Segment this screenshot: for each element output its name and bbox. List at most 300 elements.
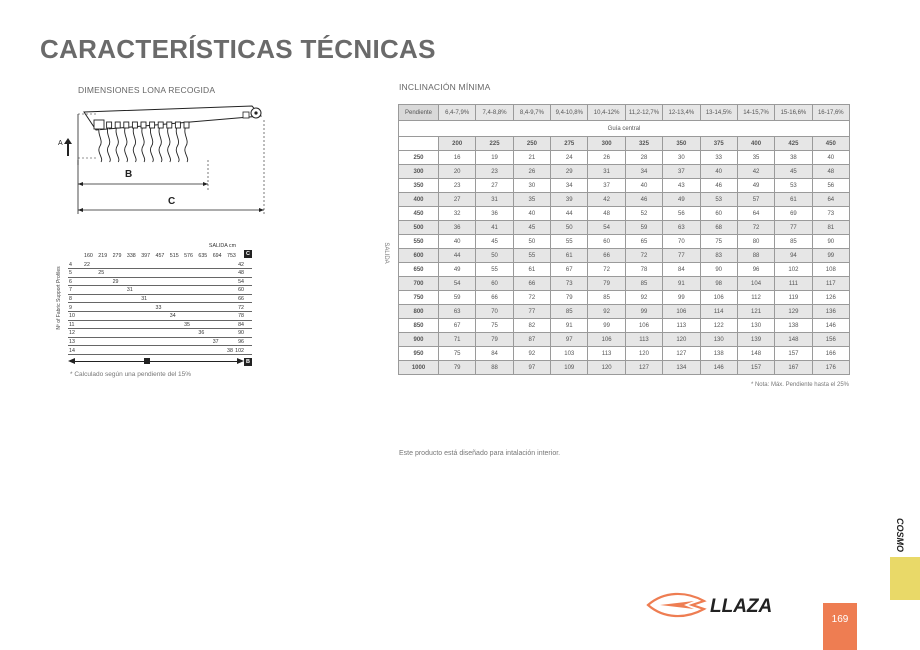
profile-a-value: 31 bbox=[141, 295, 148, 302]
profile-col-header: 160 bbox=[84, 253, 93, 259]
salida-row bbox=[399, 221, 850, 235]
inclination-cell: 65 bbox=[625, 235, 662, 249]
badge-b: B bbox=[244, 358, 252, 366]
inclination-cell: 50 bbox=[513, 235, 550, 249]
inclination-cell: 77 bbox=[775, 221, 812, 235]
inclination-cell: 36 bbox=[476, 207, 513, 221]
inclination-cell: 57 bbox=[737, 193, 774, 207]
pendiente-value: 10,4-12% bbox=[588, 105, 625, 121]
profile-bracket bbox=[158, 122, 163, 128]
inclination-cell: 45 bbox=[513, 221, 550, 235]
salida-value: 650 bbox=[399, 263, 439, 277]
profile-table bbox=[68, 243, 252, 369]
inclination-cell: 119 bbox=[775, 291, 812, 305]
inclination-cell: 79 bbox=[588, 277, 625, 291]
profile-b-value: 78 bbox=[238, 313, 244, 320]
inclination-cell: 30 bbox=[513, 179, 550, 193]
profile-bracket bbox=[107, 122, 112, 128]
inclination-cell: 61 bbox=[775, 193, 812, 207]
inclination-cell: 16 bbox=[439, 151, 476, 165]
inclination-cell: 60 bbox=[700, 207, 737, 221]
logo-text: LLAZA bbox=[710, 596, 773, 617]
inclination-cell: 73 bbox=[812, 207, 849, 221]
inclination-cell: 88 bbox=[737, 249, 774, 263]
fabric-fold bbox=[99, 126, 102, 162]
salida-row bbox=[399, 277, 850, 291]
inclination-cell: 92 bbox=[588, 305, 625, 319]
profile-a-value: 37 bbox=[212, 338, 219, 345]
linea-column-header: 425 bbox=[775, 137, 812, 151]
profile-b-value: 84 bbox=[238, 321, 244, 328]
inclination-cell: 55 bbox=[513, 249, 550, 263]
fabric-folds bbox=[94, 120, 189, 162]
linea-column-header: 350 bbox=[663, 137, 700, 151]
inclination-cell: 138 bbox=[775, 319, 812, 333]
inclination-cell: 109 bbox=[551, 361, 588, 375]
inclination-cell: 70 bbox=[476, 305, 513, 319]
inclination-cell: 94 bbox=[775, 249, 812, 263]
inclination-cell: 67 bbox=[439, 319, 476, 333]
profile-count: 12 bbox=[69, 330, 75, 337]
linea-column-header: 375 bbox=[700, 137, 737, 151]
inclination-cell: 99 bbox=[588, 319, 625, 333]
inclination-cell: 66 bbox=[513, 277, 550, 291]
profiles-axis-label: Nº of Fabric Support Profiles bbox=[55, 266, 62, 330]
profile-count: 6 bbox=[69, 278, 72, 285]
inclination-cell: 78 bbox=[625, 263, 662, 277]
inclination-cell: 90 bbox=[812, 235, 849, 249]
inclination-cell: 112 bbox=[737, 291, 774, 305]
profile-bracket bbox=[141, 122, 146, 128]
inclination-cell: 121 bbox=[737, 305, 774, 319]
profile-b-value: 54 bbox=[238, 278, 244, 285]
profile-bracket bbox=[115, 122, 120, 128]
salida-row bbox=[399, 179, 850, 193]
profile-b-value: 42 bbox=[238, 261, 244, 268]
pendiente-value: 13-14,5% bbox=[700, 105, 737, 121]
salida-value: 250 bbox=[399, 151, 439, 165]
salida-value: 550 bbox=[399, 235, 439, 249]
profile-col-header: 635 bbox=[198, 253, 208, 259]
profile-bracket bbox=[124, 122, 129, 128]
profile-b-value: 60 bbox=[238, 287, 244, 294]
inclination-cell: 117 bbox=[812, 277, 849, 291]
profile-a-value: 33 bbox=[155, 304, 162, 311]
inclination-cell: 46 bbox=[625, 193, 662, 207]
profile-b-value: 102 bbox=[235, 347, 244, 354]
inclination-cell: 85 bbox=[775, 235, 812, 249]
inclination-cell: 136 bbox=[812, 305, 849, 319]
profile-bracket bbox=[184, 122, 189, 128]
profile-col-header: 279 bbox=[112, 253, 122, 259]
inclination-cell: 72 bbox=[513, 291, 550, 305]
inclination-cell: 91 bbox=[551, 319, 588, 333]
salida-value: 450 bbox=[399, 207, 439, 221]
profile-table-note: * Calculado según una pendiente del 15% bbox=[70, 371, 192, 378]
profile-col-header: 457 bbox=[155, 253, 165, 259]
inclination-cell: 146 bbox=[812, 319, 849, 333]
salida-row bbox=[399, 319, 850, 333]
inclination-cell: 42 bbox=[737, 165, 774, 179]
profile-row bbox=[68, 304, 252, 312]
inclination-cell: 146 bbox=[700, 361, 737, 375]
inclination-cell: 49 bbox=[439, 263, 476, 277]
salida-row bbox=[399, 151, 850, 165]
inclination-cell: 82 bbox=[513, 319, 550, 333]
inclination-cell: 108 bbox=[812, 263, 849, 277]
inclination-cell: 34 bbox=[625, 165, 662, 179]
salida-row bbox=[399, 305, 850, 319]
inclination-cell: 148 bbox=[737, 347, 774, 361]
fabric-fold bbox=[116, 126, 119, 162]
inclination-cell: 113 bbox=[663, 319, 700, 333]
badge-c: C bbox=[244, 250, 252, 258]
inclination-cell: 53 bbox=[700, 193, 737, 207]
inclination-cell: 68 bbox=[700, 221, 737, 235]
inclination-cell: 104 bbox=[737, 277, 774, 291]
inclination-cell: 43 bbox=[663, 179, 700, 193]
inclination-cell: 106 bbox=[700, 291, 737, 305]
profile-col-header: 219 bbox=[98, 253, 108, 259]
inclination-cell: 92 bbox=[625, 291, 662, 305]
inclination-cell: 40 bbox=[439, 235, 476, 249]
inclination-title: INCLINACIÓN MÍNIMA bbox=[399, 82, 491, 92]
salida-row bbox=[399, 347, 850, 361]
linea-column-header: 325 bbox=[625, 137, 662, 151]
inclination-cell: 106 bbox=[663, 305, 700, 319]
inclination-cell: 63 bbox=[663, 221, 700, 235]
inclination-note: * Nota: Máx. Pendiente hasta el 25% bbox=[750, 382, 849, 388]
profile-a-value: 38 bbox=[227, 347, 233, 354]
inclination-cell: 32 bbox=[439, 207, 476, 221]
inclination-cell: 33 bbox=[700, 151, 737, 165]
inclination-cell: 98 bbox=[700, 277, 737, 291]
salida-value: 900 bbox=[399, 333, 439, 347]
inclination-cell: 40 bbox=[625, 179, 662, 193]
profile-a-value: 29 bbox=[112, 278, 119, 285]
fabric-fold bbox=[168, 126, 171, 162]
inclination-cell: 45 bbox=[775, 165, 812, 179]
profile-col-header: 397 bbox=[141, 253, 151, 259]
inclination-cell: 134 bbox=[663, 361, 700, 375]
pendiente-value: 7,4-8,8% bbox=[476, 105, 513, 121]
inclination-cell: 130 bbox=[700, 333, 737, 347]
inclination-cell: 23 bbox=[439, 179, 476, 193]
fabric-fold bbox=[185, 126, 188, 162]
inclination-cell: 75 bbox=[439, 347, 476, 361]
inclination-cell: 59 bbox=[625, 221, 662, 235]
inclination-cell: 103 bbox=[551, 347, 588, 361]
diagram-title: DIMENSIONES LONA RECOGIDA bbox=[78, 85, 216, 95]
inclination-cell: 53 bbox=[775, 179, 812, 193]
salida-arrow bbox=[68, 357, 244, 366]
profile-row bbox=[68, 278, 252, 286]
inclination-cell: 72 bbox=[737, 221, 774, 235]
inclination-cell: 106 bbox=[588, 333, 625, 347]
inclination-cell: 66 bbox=[588, 249, 625, 263]
profile-row bbox=[68, 287, 252, 295]
inclination-cell: 40 bbox=[812, 151, 849, 165]
pendiente-value: 9,4-10,8% bbox=[551, 105, 588, 121]
profile-col-header: 515 bbox=[169, 253, 179, 259]
linea-column-header: 225 bbox=[476, 137, 513, 151]
inclination-cell: 63 bbox=[439, 305, 476, 319]
folded-awning-diagram bbox=[56, 100, 271, 222]
inclination-cell: 41 bbox=[476, 221, 513, 235]
inclination-cell: 29 bbox=[551, 165, 588, 179]
profile-table-title: SALIDA cm bbox=[208, 243, 236, 249]
salida-row bbox=[399, 263, 850, 277]
inclination-cell: 30 bbox=[663, 151, 700, 165]
inclination-cell: 37 bbox=[588, 179, 625, 193]
inclination-cell: 114 bbox=[700, 305, 737, 319]
inclination-cell: 49 bbox=[663, 193, 700, 207]
guia-label: Guía central bbox=[399, 121, 850, 137]
inclination-cell: 27 bbox=[476, 179, 513, 193]
salida-value: 750 bbox=[399, 291, 439, 305]
inclination-cell: 56 bbox=[663, 207, 700, 221]
fabric-fold bbox=[133, 126, 136, 162]
inclination-cell: 156 bbox=[812, 333, 849, 347]
inclination-cell: 122 bbox=[700, 319, 737, 333]
inclination-cell: 56 bbox=[812, 179, 849, 193]
profile-col-header: 576 bbox=[184, 253, 193, 259]
inclination-cell: 88 bbox=[476, 361, 513, 375]
profile-count: 11 bbox=[69, 321, 75, 328]
salida-value: 700 bbox=[399, 277, 439, 291]
pendiente-value: 15-16,6% bbox=[775, 105, 812, 121]
profile-row bbox=[68, 338, 252, 346]
salida-row bbox=[399, 193, 850, 207]
profile-bracket bbox=[150, 122, 155, 128]
salida-row bbox=[399, 207, 850, 221]
profile-bracket bbox=[132, 122, 137, 128]
inclination-cell: 19 bbox=[476, 151, 513, 165]
inclination-cell: 157 bbox=[775, 347, 812, 361]
label-b: B bbox=[125, 169, 133, 180]
profile-count: 10 bbox=[69, 313, 75, 320]
profile-a-value: 34 bbox=[169, 313, 176, 320]
inclination-cell: 157 bbox=[737, 361, 774, 375]
linea-column-header: 200 bbox=[439, 137, 476, 151]
inclination-cell: 97 bbox=[513, 361, 550, 375]
inclination-cell: 55 bbox=[551, 235, 588, 249]
inclination-cell: 50 bbox=[476, 249, 513, 263]
fabric-fold bbox=[176, 126, 179, 162]
inclination-cell: 139 bbox=[737, 333, 774, 347]
pendiente-row bbox=[399, 105, 850, 121]
fabric-fold bbox=[142, 126, 145, 162]
inclination-cell: 85 bbox=[588, 291, 625, 305]
inclination-cell: 49 bbox=[737, 179, 774, 193]
salida-value: 950 bbox=[399, 347, 439, 361]
linea-column-header: 250 bbox=[513, 137, 550, 151]
inclination-cell: 46 bbox=[700, 179, 737, 193]
inclination-cell: 20 bbox=[439, 165, 476, 179]
profile-count: 13 bbox=[69, 338, 75, 345]
fabric-fold bbox=[150, 126, 153, 162]
linea-column-header: 275 bbox=[551, 137, 588, 151]
inclination-cell: 87 bbox=[513, 333, 550, 347]
label-c: C bbox=[168, 196, 176, 207]
inclination-cell: 99 bbox=[663, 291, 700, 305]
pendiente-value: 12-13,4% bbox=[663, 105, 700, 121]
inclination-cell: 35 bbox=[737, 151, 774, 165]
inclination-cell: 102 bbox=[775, 263, 812, 277]
inclination-cell: 99 bbox=[625, 305, 662, 319]
inclination-cell: 129 bbox=[775, 305, 812, 319]
profile-a-value: 35 bbox=[184, 321, 190, 328]
inclination-cell: 77 bbox=[513, 305, 550, 319]
inclination-cell: 21 bbox=[513, 151, 550, 165]
inclination-cell: 120 bbox=[588, 361, 625, 375]
profile-count: 4 bbox=[69, 261, 72, 268]
profile-col-header: 753 bbox=[227, 253, 236, 259]
salida-row bbox=[399, 333, 850, 347]
salida-row bbox=[399, 165, 850, 179]
inclination-cell: 176 bbox=[812, 361, 849, 375]
inclination-cell: 27 bbox=[439, 193, 476, 207]
inclination-cell: 70 bbox=[663, 235, 700, 249]
inclination-cell: 77 bbox=[663, 249, 700, 263]
inclination-cell: 96 bbox=[737, 263, 774, 277]
profile-b-value: 48 bbox=[238, 270, 244, 277]
page-title: CARACTERÍSTICAS TÉCNICAS bbox=[40, 34, 436, 64]
profile-b-value: 90 bbox=[238, 330, 244, 337]
linea-column-header: 400 bbox=[737, 137, 774, 151]
inclination-cell: 28 bbox=[625, 151, 662, 165]
pendiente-value: 8,4-9,7% bbox=[513, 105, 550, 121]
inclination-cell: 120 bbox=[625, 347, 662, 361]
inclination-cell: 127 bbox=[663, 347, 700, 361]
guia-row bbox=[399, 121, 850, 137]
salida-label: SALIDA bbox=[383, 242, 389, 264]
linea-column-header: 300 bbox=[588, 137, 625, 151]
inclination-cell: 120 bbox=[663, 333, 700, 347]
front-profile bbox=[94, 120, 104, 129]
profile-count: 5 bbox=[69, 270, 72, 277]
inclination-cell: 130 bbox=[737, 319, 774, 333]
salida-value: 1000 bbox=[399, 361, 439, 375]
fabric-fold bbox=[159, 126, 162, 162]
inclination-cell: 79 bbox=[476, 333, 513, 347]
inclination-cell: 80 bbox=[737, 235, 774, 249]
inclination-cell: 26 bbox=[513, 165, 550, 179]
inclination-cell: 64 bbox=[812, 193, 849, 207]
inclination-cell: 148 bbox=[775, 333, 812, 347]
inclination-cell: 97 bbox=[551, 333, 588, 347]
profile-count: 8 bbox=[69, 295, 72, 302]
inclination-cell: 44 bbox=[551, 207, 588, 221]
profile-bracket bbox=[167, 122, 172, 128]
inclination-cell: 79 bbox=[439, 361, 476, 375]
inclination-cell: 35 bbox=[513, 193, 550, 207]
inclination-cell: 75 bbox=[476, 319, 513, 333]
inclination-cell: 39 bbox=[551, 193, 588, 207]
pendiente-value: 6,4-7,9% bbox=[439, 105, 476, 121]
inclination-cell: 31 bbox=[588, 165, 625, 179]
inclination-cell: 167 bbox=[775, 361, 812, 375]
inclination-cell: 75 bbox=[700, 235, 737, 249]
installation-note: Este producto está diseñado para intalación interior. bbox=[399, 450, 561, 457]
inclination-cell: 50 bbox=[551, 221, 588, 235]
inclination-cell: 34 bbox=[551, 179, 588, 193]
profile-b-value: 66 bbox=[238, 295, 244, 302]
salida-row bbox=[399, 361, 850, 375]
inclination-cell: 61 bbox=[551, 249, 588, 263]
profile-row bbox=[68, 330, 252, 338]
salida-row bbox=[399, 291, 850, 305]
profile-row bbox=[68, 295, 252, 303]
inclination-cell: 61 bbox=[513, 263, 550, 277]
inclination-cell: 31 bbox=[476, 193, 513, 207]
inclination-cell: 40 bbox=[700, 165, 737, 179]
inclination-cell: 99 bbox=[812, 249, 849, 263]
inclination-cell: 37 bbox=[663, 165, 700, 179]
inclination-cell: 23 bbox=[476, 165, 513, 179]
inclination-cell: 38 bbox=[775, 151, 812, 165]
inclination-cell: 54 bbox=[588, 221, 625, 235]
inclination-cell: 84 bbox=[663, 263, 700, 277]
inclination-cell: 69 bbox=[775, 207, 812, 221]
salida-value: 800 bbox=[399, 305, 439, 319]
salida-value: 350 bbox=[399, 179, 439, 193]
salida-value: 400 bbox=[399, 193, 439, 207]
page-number: 169 bbox=[823, 603, 857, 650]
inclination-cell: 55 bbox=[476, 263, 513, 277]
pendiente-value: 14-15,7% bbox=[737, 105, 774, 121]
inclination-cell: 48 bbox=[588, 207, 625, 221]
profile-count: 9 bbox=[69, 304, 72, 311]
inclination-cell: 60 bbox=[588, 235, 625, 249]
inclination-cell: 73 bbox=[551, 277, 588, 291]
product-tab bbox=[890, 557, 920, 600]
profile-count: 7 bbox=[69, 287, 72, 294]
inclination-cell: 42 bbox=[588, 193, 625, 207]
inclination-cell: 91 bbox=[663, 277, 700, 291]
inclination-cell: 48 bbox=[812, 165, 849, 179]
inclination-cell: 59 bbox=[439, 291, 476, 305]
inclination-cell: 60 bbox=[476, 277, 513, 291]
profile-b-value: 72 bbox=[238, 304, 244, 311]
inclination-cell: 138 bbox=[700, 347, 737, 361]
inclination-cell: 54 bbox=[439, 277, 476, 291]
pendiente-label: Pendiente bbox=[399, 105, 439, 121]
inclination-cell: 83 bbox=[700, 249, 737, 263]
salida-value: 600 bbox=[399, 249, 439, 263]
fabric-fold bbox=[125, 126, 128, 162]
inclination-cell: 127 bbox=[625, 361, 662, 375]
fabric-fold bbox=[107, 126, 110, 162]
inclination-cell: 52 bbox=[625, 207, 662, 221]
inclination-cell: 72 bbox=[625, 249, 662, 263]
label-a: A bbox=[58, 140, 63, 147]
profile-count: 14 bbox=[69, 347, 75, 354]
inclination-cell: 85 bbox=[625, 277, 662, 291]
inclination-cell: 92 bbox=[513, 347, 550, 361]
profile-a-value: 31 bbox=[126, 287, 133, 294]
inclination-cell: 26 bbox=[588, 151, 625, 165]
inclination-cell: 113 bbox=[625, 333, 662, 347]
salida-row bbox=[399, 249, 850, 263]
inclination-cell: 44 bbox=[439, 249, 476, 263]
profile-b-value: 96 bbox=[238, 338, 244, 345]
inclination-cell: 106 bbox=[625, 319, 662, 333]
profile-a-value: 22 bbox=[84, 261, 90, 268]
inclination-cell: 64 bbox=[737, 207, 774, 221]
inclination-cell: 84 bbox=[476, 347, 513, 361]
profile-col-header: 694 bbox=[212, 253, 222, 259]
